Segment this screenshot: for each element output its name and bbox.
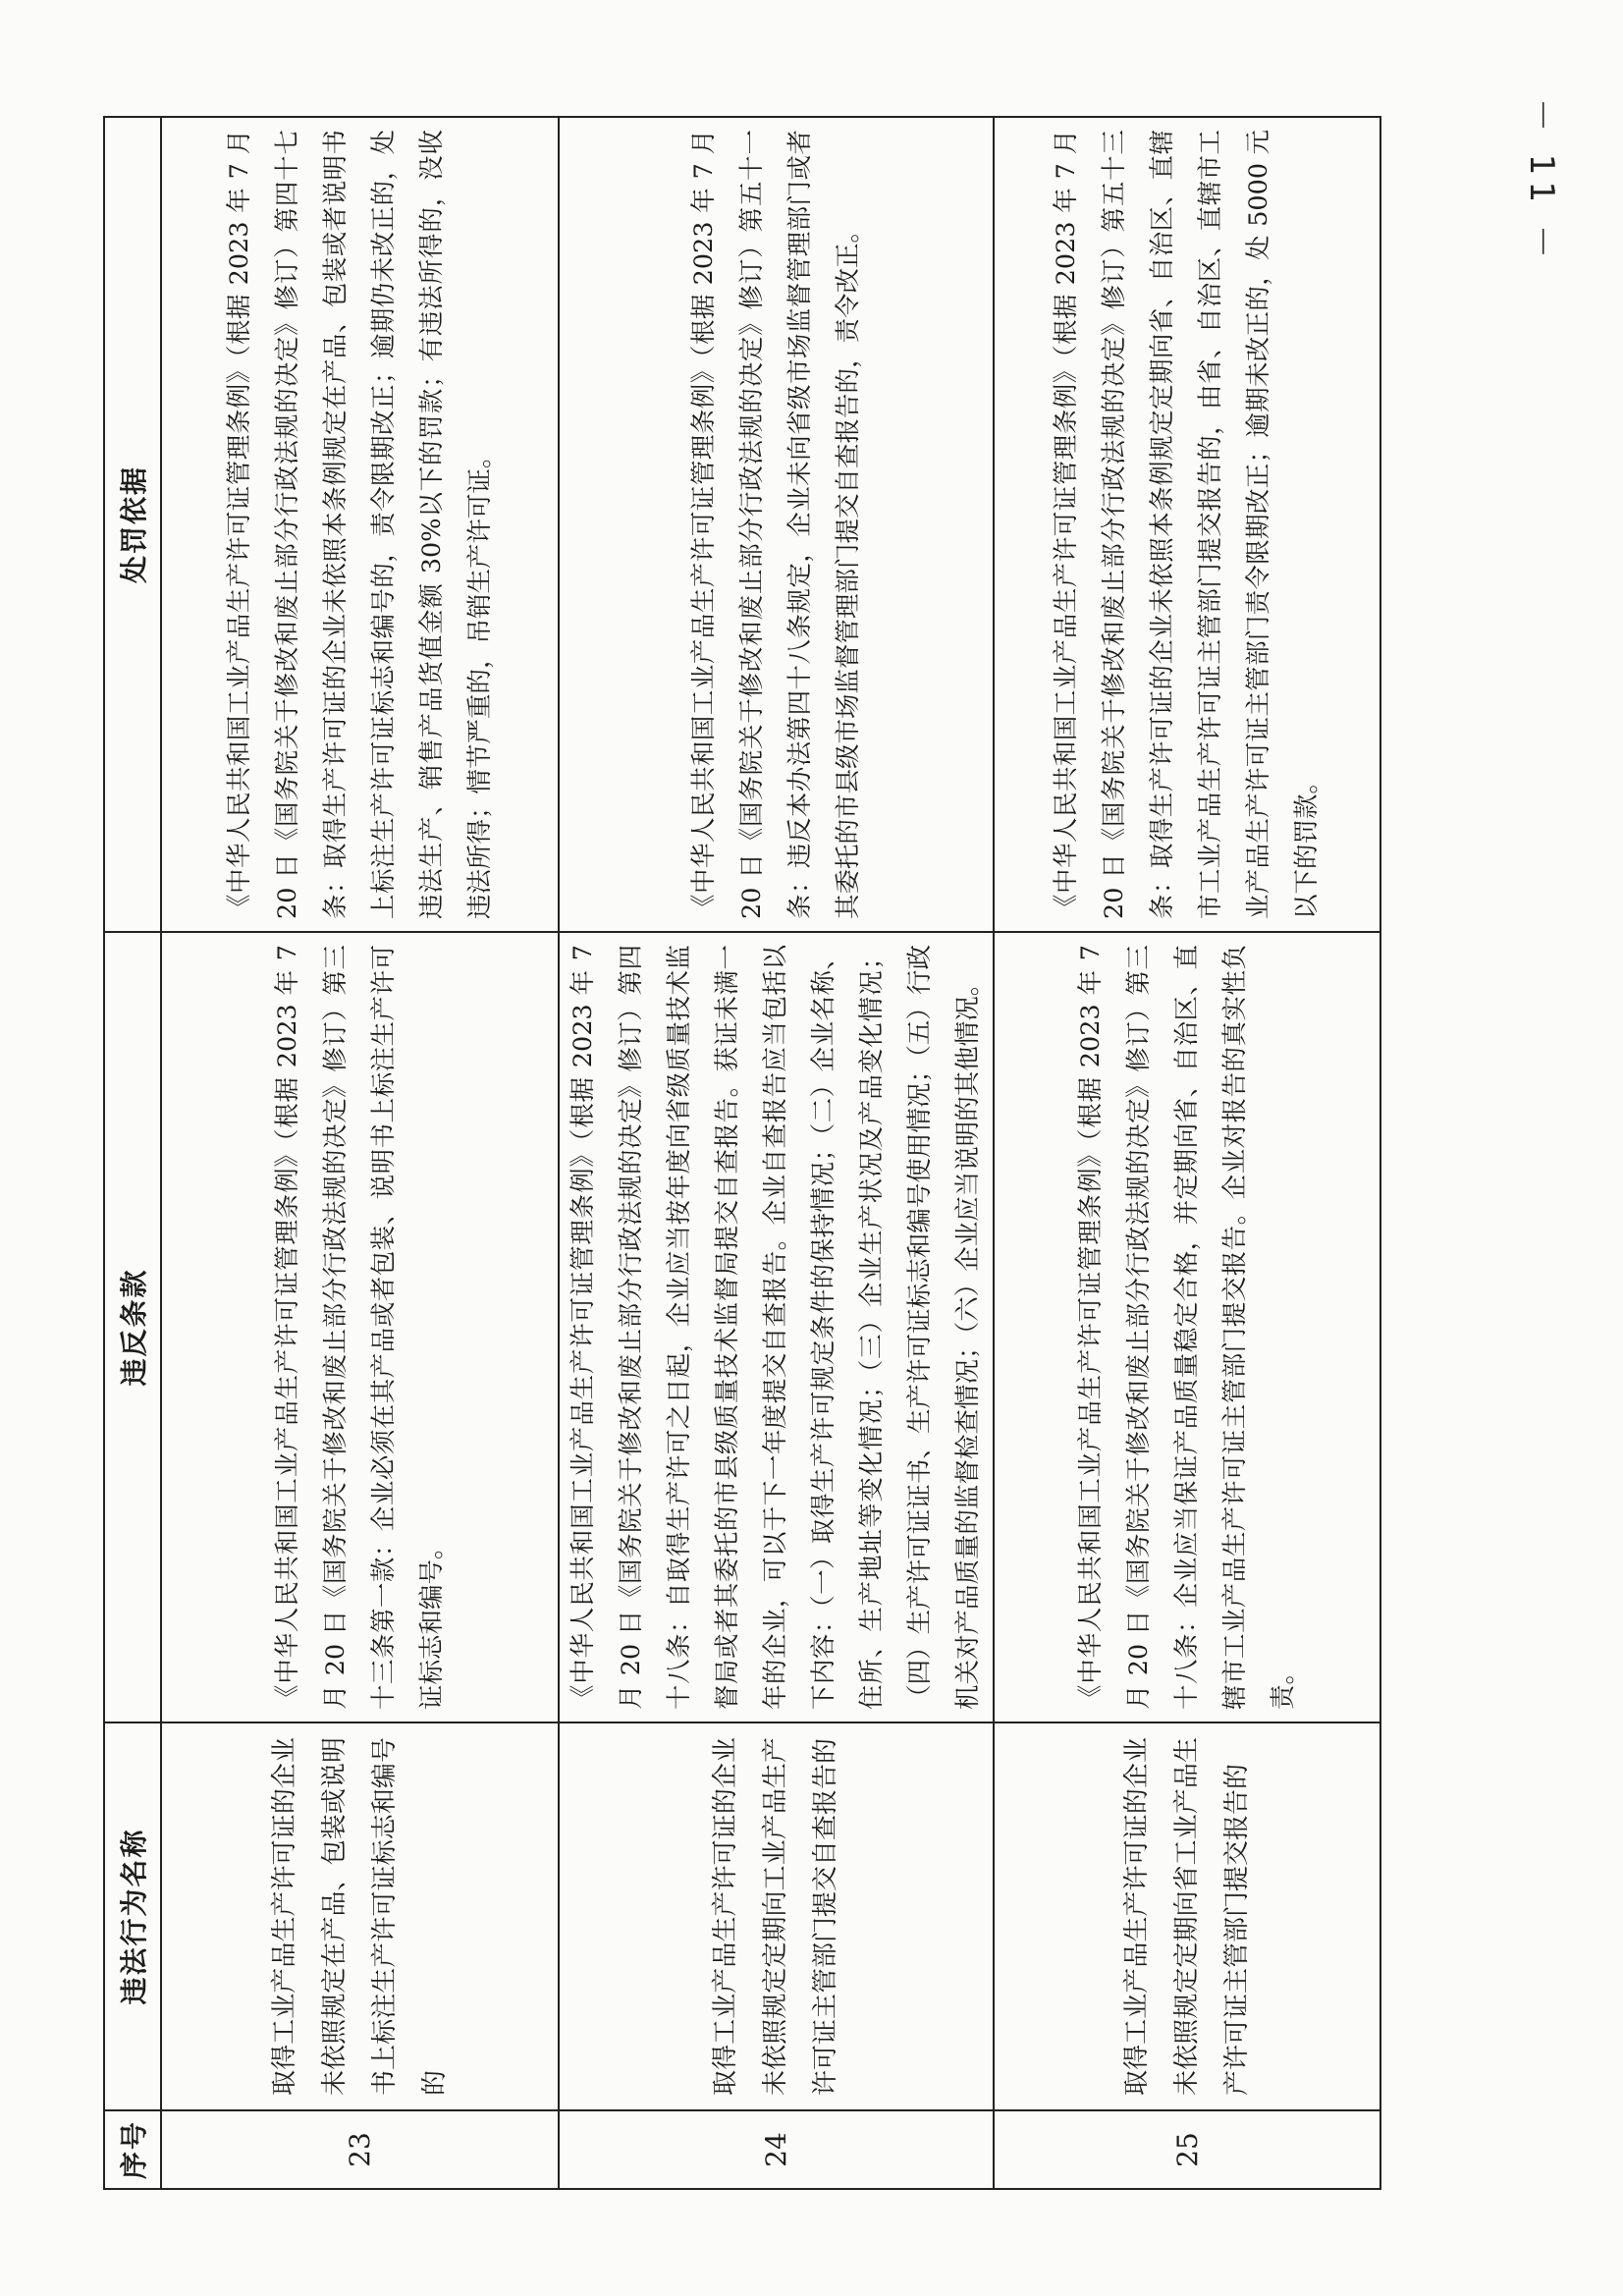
row-number: 23 (161, 2110, 559, 2189)
penalty-basis: 《中华人民共和国工业产品生产许可证管理条例》（根据 2023 年 7 月 20 日《国务院关于修改和废止部分行政法规的决定》修订）第五十三条：取得生产许可证的企业未依照本条例规定定期向省、自治区、直辖市工业产品生产许可证主管部门提交报告的，由省、自治区、直辖市工业产品生产许可证主管部门责令限期改正；逾期未改正的，处 5000 元以下的罚款。 (994, 117, 1380, 932)
violation-name: 取得工业产品生产许可证的企业未依照规定在产品、包装或说明书上标注生产许可证标志和编号的 (161, 1722, 559, 2110)
penalty-basis: 《中华人民共和国工业产品生产许可证管理条例》（根据 2023 年 7 月 20 日《国务院关于修改和废止部分行政法规的决定》修订）第四十七条：取得生产许可证的企业未依照本条例规定在产品、包装或者说明书上标注生产许可证标志和编号的，责令限期改正；逾期仍未改正的，处违法生产、销售产品货值金额 30%以下的罚款；有违法所得的，没收违法所得；情节严重的，吊销生产许可证。 (161, 117, 559, 932)
violation-name: 取得工业产品生产许可证的企业未依照规定定期向工业产品生产许可证主管部门提交自查报告的 (559, 1722, 994, 2110)
row-number: 24 (559, 2110, 994, 2189)
header-penalty-basis: 处罚依据 (104, 117, 161, 932)
header-violation-name: 违法行为名称 (104, 1722, 161, 2110)
violated-clause: 《中华人民共和国工业产品生产许可证管理条例》（根据 2023 年 7 月 20 日《国务院关于修改和废止部分行政法规的决定》修订）第三十三条第一款：企业必须在其产品或者包装、说明书上标注生产许可证标志和编号。 (161, 932, 559, 1722)
table-header-row (104, 117, 161, 2189)
header-violated-clause: 违反条款 (104, 932, 161, 1722)
row-number: 25 (994, 2110, 1380, 2189)
penalty-basis: 《中华人民共和国工业产品生产许可证管理条例》（根据 2023 年 7 月 20 日《国务院关于修改和废止部分行政法规的决定》修订）第五十一条：违反本办法第四十八条规定，企业未向省级市场监督管理部门或者其委托的市县级市场监督管理部门提交自查报告的，责令改正。 (559, 117, 994, 932)
page-number: － 11 － (1522, 98, 1561, 264)
header-no: 序号 (104, 2110, 161, 2189)
table-row (994, 117, 1380, 2189)
violated-clause: 《中华人民共和国工业产品生产许可证管理条例》（根据 2023 年 7 月 20 日《国务院关于修改和废止部分行政法规的决定》修订）第四十八条：自取得生产许可之日起，企业应当按年度向省级质量技术监督局或者其委托的市县级质量技术监督局提交自查报告。获证未满一年的企业，可以于下一年度提交自查报告。企业自查报告应当包括以下内容：（一）取得生产许可规定条件的保持情况；（二）企业名称、住所、生产地址等变化情况；（三）企业生产状况及产品变化情况；（四）生产许可证证书、生产许可证标志和编号使用情况；（五）行政机关对产品质量的监督检查情况；（六）企业应当说明的其他情况。 (559, 932, 994, 1722)
table-row (161, 117, 559, 2189)
violated-clause: 《中华人民共和国工业产品生产许可证管理条例》（根据 2023 年 7 月 20 日《国务院关于修改和废止部分行政法规的决定》修订）第三十八条：企业应当保证产品质量稳定合格，并定期向省、自治区、直辖市工业产品生产许可证主管部门提交报告。企业对报告的真实性负责。 (994, 932, 1380, 1722)
penalty-table (103, 116, 1381, 2190)
violation-name: 取得工业产品生产许可证的企业未依照规定定期向省工业产品生产许可证主管部门提交报告的 (994, 1722, 1380, 2110)
document-page (103, 118, 1330, 2190)
table-row (559, 117, 994, 2189)
